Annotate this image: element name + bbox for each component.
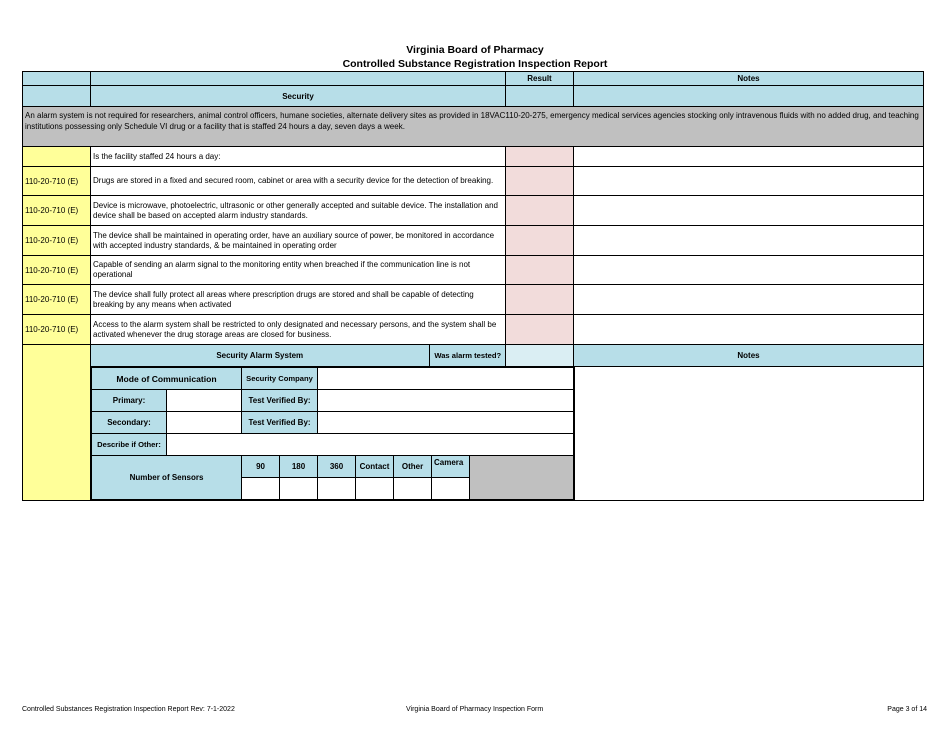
alarm-system-title: Security Alarm System	[91, 345, 429, 366]
inspection-question: Capable of sending an alarm signal to the monitoring entity when breached if the communication line is not operational	[91, 256, 506, 285]
inspection-question: Drugs are stored in a fixed and secured room, cabinet or area with a security device for the detection of breaking.	[91, 167, 506, 196]
alarm-details-grid	[91, 367, 575, 500]
security-inspection-table	[22, 71, 924, 501]
security-company-input[interactable]	[318, 368, 575, 390]
footer-page-number: Page 3 of 14	[887, 706, 927, 713]
result-column-header: Result	[506, 72, 574, 86]
result-input-cell[interactable]	[506, 226, 574, 256]
regulation-ref: 110-20-710 (E)	[23, 196, 91, 226]
sensor-type-other: Other	[394, 456, 432, 478]
regulation-ref	[23, 147, 91, 167]
alarm-details-row	[23, 367, 924, 501]
sensor-type-90: 90	[242, 456, 280, 478]
notes-input-cell[interactable]	[574, 147, 924, 167]
sensor-count-contact-input[interactable]	[356, 478, 394, 500]
regulation-ref: 110-20-710 (E)	[23, 167, 91, 196]
mode-of-communication-label: Mode of Communication	[92, 368, 242, 390]
primary-verified-label: Test Verified By:	[242, 390, 318, 412]
regulation-ref: 110-20-710 (E)	[23, 285, 91, 315]
secondary-label: Secondary:	[92, 412, 167, 434]
inspection-question: The device shall be maintained in operating order, have an auxiliary source of power, be monitored in accordance with accepted industry standards, & be maintained in operating order	[91, 226, 506, 256]
result-input-cell[interactable]	[506, 285, 574, 315]
result-input-cell[interactable]	[506, 256, 574, 285]
alarm-tested-input[interactable]	[506, 345, 574, 367]
section-intro-note: An alarm system is not required for researchers, animal control officers, humane societies, alternate delivery sites as provided in 18VAC110-20-275, emergency medical services agencies stocking only intravenous fluids with no added drug, and teaching institutions possessing only Schedule VI drug or a facility that is staffed 24 hours a day, seven days a week.	[23, 107, 924, 147]
primary-verified-input[interactable]	[318, 390, 575, 412]
secondary-verified-label: Test Verified By:	[242, 412, 318, 434]
table-row	[23, 226, 924, 256]
result-input-cell[interactable]	[506, 147, 574, 167]
sensor-count-360-input[interactable]	[318, 478, 356, 500]
secondary-input[interactable]	[167, 412, 242, 434]
sensor-count-camera-input[interactable]	[432, 478, 470, 500]
column-header-row	[23, 72, 924, 86]
section-title: Security	[91, 86, 506, 107]
regulation-ref: 110-20-710 (E)	[23, 315, 91, 345]
inspection-question: Access to the alarm system shall be restricted to only designated and necessary persons, and the system shall be activated whenever the drug storage areas are closed for business.	[91, 315, 506, 345]
sensors-gray-cell	[470, 456, 575, 500]
sensor-type-180: 180	[280, 456, 318, 478]
secondary-verified-input[interactable]	[318, 412, 575, 434]
table-row	[23, 147, 924, 167]
security-company-label: Security Company	[242, 368, 318, 390]
describe-other-input[interactable]	[167, 434, 575, 456]
sensor-type-contact: Contact	[356, 456, 394, 478]
notes-input-cell[interactable]	[574, 167, 924, 196]
sensor-type-camera: Camera	[432, 456, 470, 478]
footer-form-name: Virginia Board of Pharmacy Inspection Form	[406, 706, 544, 713]
table-row	[23, 196, 924, 226]
notes-column-header: Notes	[574, 72, 924, 86]
sensor-count-90-input[interactable]	[242, 478, 280, 500]
regulation-ref: 110-20-710 (E)	[23, 256, 91, 285]
result-input-cell[interactable]	[506, 167, 574, 196]
inspection-question: Device is microwave, photoelectric, ultrasonic or other generally accepted and suitable device. The installation and device shall be based on accepted alarm industry standards.	[91, 196, 506, 226]
table-row	[23, 256, 924, 285]
notes-input-cell[interactable]	[574, 256, 924, 285]
number-of-sensors-label: Number of Sensors	[92, 456, 242, 500]
table-row	[23, 285, 924, 315]
section-intro-row	[23, 107, 924, 147]
regulation-ref: 110-20-710 (E)	[23, 226, 91, 256]
alarm-notes-input[interactable]	[574, 367, 924, 501]
notes-input-cell[interactable]	[574, 226, 924, 256]
primary-input[interactable]	[167, 390, 242, 412]
notes-input-cell[interactable]	[574, 315, 924, 345]
sensor-count-other-input[interactable]	[394, 478, 432, 500]
header-question-cell	[91, 72, 506, 86]
report-title-board: Virginia Board of Pharmacy	[406, 44, 544, 56]
report-title: Controlled Substance Registration Inspection Report	[342, 58, 608, 70]
result-input-cell[interactable]	[506, 196, 574, 226]
inspection-question: The device shall fully protect all areas where prescription drugs are stored and shall be capable of detecting breaking by any means when activated	[91, 285, 506, 315]
sensor-count-180-input[interactable]	[280, 478, 318, 500]
result-input-cell[interactable]	[506, 315, 574, 345]
table-row	[23, 167, 924, 196]
alarm-notes-header: Notes	[574, 345, 924, 367]
section-title-row	[23, 86, 924, 107]
table-row	[23, 315, 924, 345]
inspection-question: Is the facility staffed 24 hours a day:	[91, 147, 506, 167]
header-ref-cell	[23, 72, 91, 86]
describe-other-label: Describe if Other:	[92, 434, 167, 456]
primary-label: Primary:	[92, 390, 167, 412]
alarm-header-row	[23, 345, 924, 367]
alarm-tested-label: Was alarm tested?	[434, 351, 502, 360]
footer-revision: Controlled Substances Registration Inspection Report Rev: 7-1-2022	[22, 706, 235, 713]
sensor-type-360: 360	[318, 456, 356, 478]
notes-input-cell[interactable]	[574, 196, 924, 226]
notes-input-cell[interactable]	[574, 285, 924, 315]
alarm-ref-cell	[23, 345, 91, 501]
